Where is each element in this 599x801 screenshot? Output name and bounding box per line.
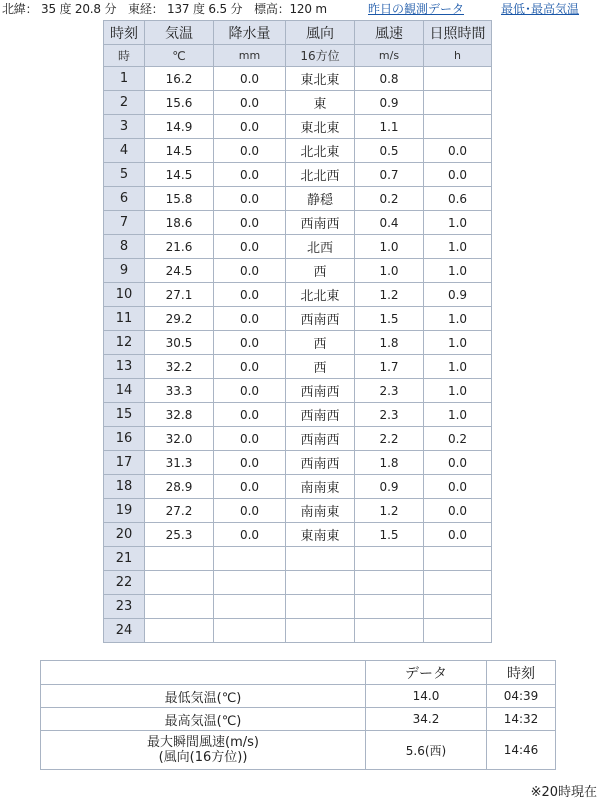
cell-hour: 13 [104,355,145,379]
cell-temperature: 14.5 [145,163,214,187]
cell-precipitation: 0.0 [214,139,286,163]
cell-sunshine: 1.0 [424,235,492,259]
cell-wind-speed: 1.8 [355,331,424,355]
cell-wind-speed [355,619,424,643]
unit-wind-direction: 16方位 [286,45,355,67]
table-row [104,619,492,643]
cell-precipitation: 0.0 [214,283,286,307]
cell-hour: 1 [104,67,145,91]
cell-hour: 2 [104,91,145,115]
hourly-observation-table [103,20,492,643]
summary-value: 14.0 [366,685,487,708]
cell-sunshine: 1.0 [424,259,492,283]
cell-wind-direction [286,547,355,571]
unit-sunshine: h [424,45,492,67]
summary-time: 14:32 [487,708,556,731]
cell-wind-direction: 西南西 [286,403,355,427]
cell-precipitation: 0.0 [214,211,286,235]
observation-rows [104,67,492,643]
header-time: 時刻 [104,21,145,45]
cell-wind-direction: 静穏 [286,187,355,211]
cell-temperature: 15.8 [145,187,214,211]
cell-sunshine: 0.2 [424,427,492,451]
cell-precipitation: 0.0 [214,115,286,139]
cell-wind-direction: 西南西 [286,307,355,331]
cell-precipitation [214,571,286,595]
cell-temperature: 28.9 [145,475,214,499]
cell-precipitation: 0.0 [214,259,286,283]
table-row [104,355,492,379]
cell-wind-direction: 西 [286,331,355,355]
cell-wind-direction: 北北東 [286,283,355,307]
summary-rows [41,685,556,770]
cell-temperature [145,619,214,643]
header-sunshine: 日照時間 [424,21,492,45]
summary-header-time: 時刻 [487,661,556,685]
cell-precipitation: 0.0 [214,91,286,115]
cell-wind-direction: 西南西 [286,379,355,403]
cell-temperature: 32.0 [145,427,214,451]
cell-sunshine: 0.0 [424,475,492,499]
cell-temperature: 33.3 [145,379,214,403]
as-of-note: ※20時現在 [530,785,597,800]
summary-value: 34.2 [366,708,487,731]
cell-wind-direction: 西南西 [286,451,355,475]
cell-wind-direction: 南南東 [286,499,355,523]
table-row [104,475,492,499]
cell-sunshine [424,115,492,139]
cell-wind-direction [286,571,355,595]
cell-temperature: 18.6 [145,211,214,235]
summary-row-min-temperature [41,685,556,708]
summary-header-data: データ [366,661,487,685]
cell-hour: 20 [104,523,145,547]
column-header-row [104,21,492,45]
cell-temperature [145,547,214,571]
summary-label-line: (風向(16方位)) [158,750,248,765]
cell-temperature: 32.8 [145,403,214,427]
cell-wind-direction: 北西 [286,235,355,259]
header-bar [0,0,599,18]
cell-wind-direction: 西 [286,259,355,283]
cell-hour: 16 [104,427,145,451]
cell-precipitation: 0.0 [214,499,286,523]
cell-wind-direction: 北北西 [286,163,355,187]
cell-temperature: 24.5 [145,259,214,283]
cell-wind-speed: 0.2 [355,187,424,211]
cell-wind-speed [355,595,424,619]
cell-temperature [145,571,214,595]
summary-label [41,685,366,708]
cell-wind-speed: 1.7 [355,355,424,379]
cell-sunshine: 1.0 [424,307,492,331]
cell-temperature: 27.2 [145,499,214,523]
cell-temperature: 31.3 [145,451,214,475]
cell-precipitation: 0.0 [214,163,286,187]
table-row [104,595,492,619]
cell-temperature: 25.3 [145,523,214,547]
summary-label-line: 最大瞬間風速(m/s) [147,735,259,750]
table-row [104,451,492,475]
table-row [104,211,492,235]
cell-precipitation: 0.0 [214,187,286,211]
cell-sunshine [424,91,492,115]
min-max-temperature-link[interactable]: 最低･最高気温 [501,2,580,16]
cell-sunshine: 0.0 [424,523,492,547]
cell-wind-speed: 1.5 [355,523,424,547]
summary-header-row [41,661,556,685]
cell-hour: 17 [104,451,145,475]
cell-wind-speed [355,571,424,595]
cell-hour: 22 [104,571,145,595]
cell-wind-speed: 1.2 [355,499,424,523]
cell-precipitation: 0.0 [214,451,286,475]
cell-precipitation: 0.0 [214,355,286,379]
header-wind-speed: 風速 [355,21,424,45]
cell-wind-speed: 2.2 [355,427,424,451]
cell-wind-speed: 1.1 [355,115,424,139]
yesterday-data-link[interactable]: 昨日の観測データ [368,2,465,16]
unit-precipitation: mm [214,45,286,67]
cell-hour: 18 [104,475,145,499]
cell-sunshine: 0.9 [424,283,492,307]
station-location: 北緯： 35 度 20.8 分 東経： 137 度 6.5 分 標高：120 m [2,2,327,16]
cell-precipitation: 0.0 [214,475,286,499]
cell-temperature: 30.5 [145,331,214,355]
cell-wind-speed: 1.2 [355,283,424,307]
cell-precipitation [214,595,286,619]
cell-wind-direction: 東北東 [286,115,355,139]
cell-temperature: 21.6 [145,235,214,259]
table-row [104,187,492,211]
cell-wind-direction: 東南東 [286,523,355,547]
cell-precipitation [214,547,286,571]
table-row [104,283,492,307]
table-row [104,571,492,595]
cell-sunshine [424,67,492,91]
cell-sunshine: 0.0 [424,499,492,523]
summary-label [41,708,366,731]
cell-sunshine: 1.0 [424,355,492,379]
cell-temperature [145,595,214,619]
cell-sunshine [424,595,492,619]
header-temperature: 気温 [145,21,214,45]
table-row [104,91,492,115]
cell-temperature: 32.2 [145,355,214,379]
cell-hour: 6 [104,187,145,211]
cell-precipitation: 0.0 [214,331,286,355]
cell-sunshine [424,571,492,595]
cell-hour: 8 [104,235,145,259]
cell-wind-speed: 0.9 [355,475,424,499]
cell-wind-direction: 東 [286,91,355,115]
unit-temperature: ℃ [145,45,214,67]
summary-time: 04:39 [487,685,556,708]
summary-time: 14:46 [487,731,556,770]
table-row [104,499,492,523]
cell-temperature: 27.1 [145,283,214,307]
cell-precipitation: 0.0 [214,67,286,91]
cell-temperature: 14.5 [145,139,214,163]
cell-wind-speed: 1.8 [355,451,424,475]
cell-hour: 24 [104,619,145,643]
daily-summary-table [40,660,556,770]
cell-precipitation: 0.0 [214,427,286,451]
cell-sunshine [424,619,492,643]
cell-sunshine: 1.0 [424,331,492,355]
table-row [104,307,492,331]
summary-value: 5.6(西) [366,731,487,770]
cell-temperature: 14.9 [145,115,214,139]
unit-time: 時 [104,45,145,67]
cell-wind-speed: 1.0 [355,259,424,283]
cell-hour: 10 [104,283,145,307]
cell-hour: 15 [104,403,145,427]
summary-label [41,731,366,770]
cell-wind-direction: 東北東 [286,67,355,91]
cell-wind-speed: 1.0 [355,235,424,259]
cell-hour: 7 [104,211,145,235]
cell-precipitation [214,619,286,643]
cell-wind-speed: 0.9 [355,91,424,115]
cell-hour: 14 [104,379,145,403]
cell-hour: 9 [104,259,145,283]
table-row [104,547,492,571]
cell-hour: 3 [104,115,145,139]
cell-wind-speed: 0.4 [355,211,424,235]
cell-sunshine: 0.0 [424,451,492,475]
table-row [104,115,492,139]
unit-row [104,45,492,67]
cell-hour: 21 [104,547,145,571]
summary-header-label [41,661,366,685]
table-row [104,259,492,283]
cell-wind-direction: 西南西 [286,427,355,451]
cell-sunshine: 1.0 [424,403,492,427]
summary-label-line: 最低気温(℃) [164,690,242,706]
cell-precipitation: 0.0 [214,235,286,259]
cell-precipitation: 0.0 [214,403,286,427]
cell-wind-speed: 2.3 [355,379,424,403]
cell-hour: 11 [104,307,145,331]
table-row [104,427,492,451]
cell-wind-speed: 0.8 [355,67,424,91]
table-row [104,235,492,259]
cell-wind-direction: 西南西 [286,211,355,235]
cell-sunshine [424,547,492,571]
cell-wind-direction: 南南東 [286,475,355,499]
header-wind-direction: 風向 [286,21,355,45]
cell-wind-speed: 2.3 [355,403,424,427]
cell-wind-direction: 北北東 [286,139,355,163]
cell-hour: 5 [104,163,145,187]
unit-wind-speed: m/s [355,45,424,67]
table-row [104,523,492,547]
table-row [104,331,492,355]
table-row [104,379,492,403]
cell-sunshine: 0.0 [424,163,492,187]
cell-wind-speed: 0.5 [355,139,424,163]
cell-sunshine: 0.0 [424,139,492,163]
cell-hour: 12 [104,331,145,355]
cell-wind-speed: 1.5 [355,307,424,331]
summary-label-line: 最高気温(℃) [164,713,242,729]
cell-wind-direction: 西 [286,355,355,379]
summary-row-max-gust [41,731,556,770]
cell-temperature: 15.6 [145,91,214,115]
cell-hour: 23 [104,595,145,619]
table-row [104,67,492,91]
summary-row-max-temperature [41,708,556,731]
cell-temperature: 29.2 [145,307,214,331]
cell-hour: 4 [104,139,145,163]
cell-sunshine: 1.0 [424,211,492,235]
cell-precipitation: 0.0 [214,523,286,547]
cell-precipitation: 0.0 [214,307,286,331]
cell-temperature: 16.2 [145,67,214,91]
cell-wind-speed [355,547,424,571]
cell-hour: 19 [104,499,145,523]
cell-wind-speed: 0.7 [355,163,424,187]
table-row [104,163,492,187]
cell-wind-direction [286,619,355,643]
table-row [104,403,492,427]
header-precipitation: 降水量 [214,21,286,45]
table-row [104,139,492,163]
cell-sunshine: 1.0 [424,379,492,403]
cell-wind-direction [286,595,355,619]
cell-sunshine: 0.6 [424,187,492,211]
cell-precipitation: 0.0 [214,379,286,403]
